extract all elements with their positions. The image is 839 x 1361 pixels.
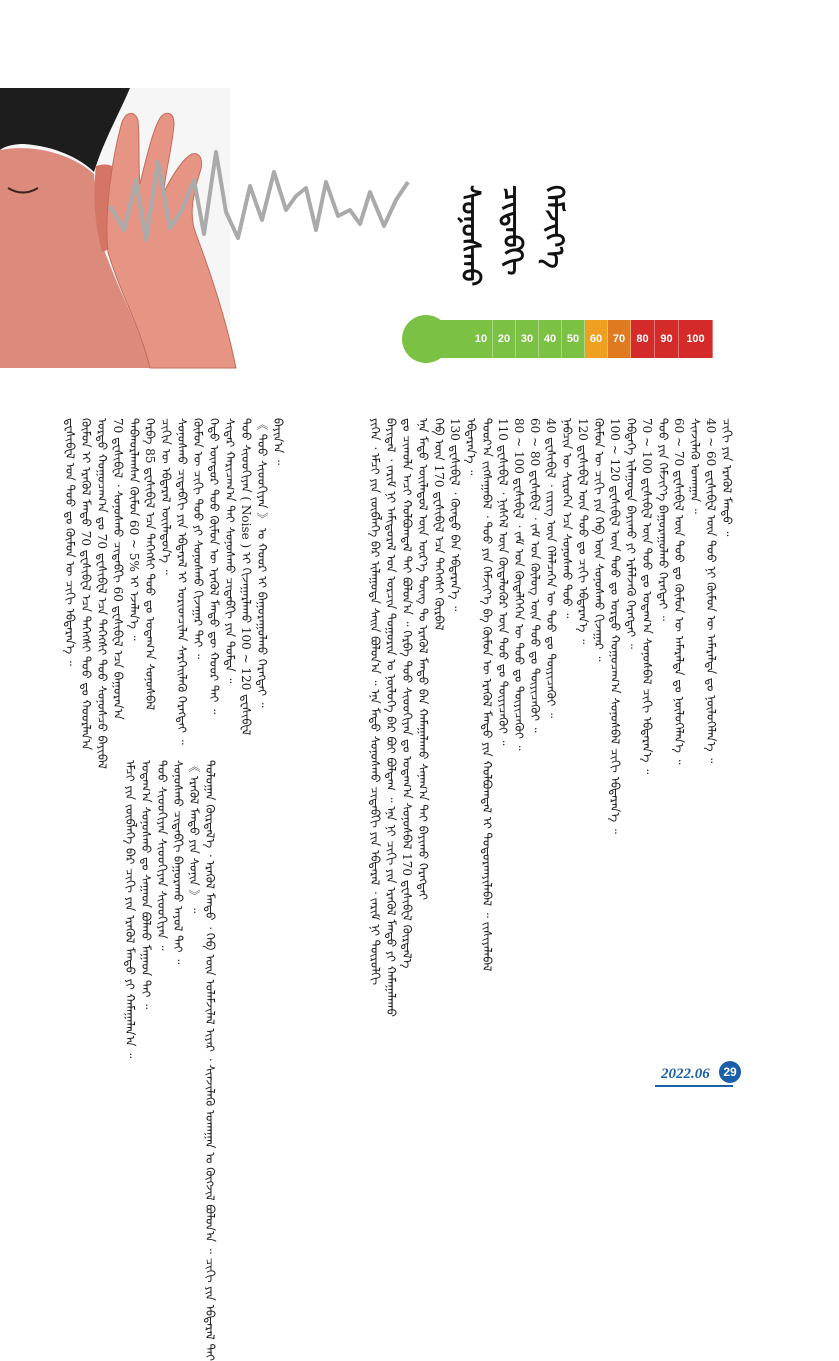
- text-column: ᠤᠳᠠᠭ᠎ᠠ ᠰᠣᠨᠣᠰᠬᠤ ᠳᠤ ᠰᠠᠭᠠᠳ ᠪᠣᠯᠬᠤ ᠮᠠᠭᠠᠳ ᠲᠠᠢ ᠃: [139, 760, 153, 1010]
- meter-level-30: 30: [516, 320, 539, 358]
- text-column: ᠪᠠᠶᠢᠨ᠎ᠠ ᠃: [271, 418, 285, 466]
- text-column: 100 ~ 120 ᠳ᠋ᠧᠰᠢᠪᠧᠯ ᠦᠨ ᠳᠤᠤ ᠳᠤ ᠤᠷᠲᠤ ᠬᠤᠭᠤᠴᠠᠭ᠎ᠠ ᠰᠣᠨᠣᠰᠪᠠᠯ ᠴᠢᠬᠢ ᠡᠪᠳᠡᠷᠡᠨ᠎ᠡ ᠃: [608, 418, 622, 834]
- text-column: 70 ᠳ᠋ᠧᠰᠢᠪᠧᠯ ᠂ ᠰᠣᠨᠣᠰᠬᠤ ᠴᠢᠳᠠᠪᠬᠢ 60 ᠳ᠋ᠧᠰᠢᠪᠧᠯ ᠡᠴᠡ ᠪᠠᠭᠤᠷᠠᠨ᠎ᠠ: [111, 418, 125, 720]
- text-column: ᠡᠪᠳᠡᠷᠡᠨ᠎ᠡ ᠃: [464, 418, 478, 476]
- meter-level-10: 10: [470, 320, 493, 358]
- text-column: ᠳᠤᠤ ᠰᠢᠤᠤᠭᠢᠶᠠᠨ ᠰᠢᠤᠤᠭᠢᠶᠠᠨ ᠰᠢᠤᠤᠭᠢᠶᠠᠨ ᠃: [155, 760, 169, 951]
- noise-level-meter: [402, 315, 705, 363]
- text-column: ᠳᠠᠪᠬᠤᠷᠯᠠᠭᠰᠠᠨ ᠬᠦᠮᠦᠨ 60 ~ 5% ᠢ ᠡᠵᠡᠯᠡᠨ᠎ᠡ ᠃: [127, 418, 141, 641]
- meter-level-90: 90: [655, 320, 679, 358]
- text-column: 60 ~ 70 ᠳ᠋ᠧᠰᠢᠪᠧᠯ ᠦᠨ ᠳᠤᠤ ᠳᠤ ᠬᠦᠮᠦᠨ ᠦ ᠠᠮᠠᠷᠠᠯᠲᠠ ᠳᠤ ᠨᠥᠯᠥᠭᠡᠯᠡᠨ᠎ᠡ ᠃: [672, 418, 686, 765]
- text-column: 60 ~ 80 ᠳ᠋ᠧᠰᠢᠪᠧᠯ ᠂ ᠵᠠᠮ ᠤᠨ ᠬᠦᠯᠦᠭ ᠦᠨ ᠳᠤᠤ ᠳᠤ ᠳᠦᠶᠢᠴᠡᠬᠦᠢ ᠃: [528, 418, 542, 733]
- title-line-3: ᠬᠡᠮᠵᠢᠶ᠎ᠡ: [539, 185, 569, 269]
- title-line-2: ᠴᠢᠳᠠᠪᠬᠢ: [497, 185, 527, 276]
- text-column: 40 ~ 60 ᠳ᠋ᠧᠰᠢᠪᠧᠯ ᠦᠨ ᠳᠤᠤ ᠨᠢ ᠬᠦᠮᠦᠨ ᠦ ᠠᠮᠠᠷᠠᠯᠲᠠ ᠳᠤ ᠨᠥᠯᠥᠭᠡᠯᠡᠨ᠎ᠡ ᠃: [704, 418, 718, 764]
- meter-level-80: 80: [631, 320, 655, 358]
- text-column: ᠳᠣᠯᠣᠭᠠᠨ ᠬᠦᠷᠲᠡᠯ᠎ᠡ ᠂ ᠡᠷᠡᠭᠦᠯ ᠮᠡᠨᠳᠦ ᠂ ᠬᠡᠪ ᠦᠨ ᠤᠯᠠᠮᠵᠢᠯᠠᠯ ᠢᠶᠡᠷ ᠂ ᠰᠢᠨᠵᠢᠯᠡᠬᠦ ᠤᠬᠠᠭᠠᠨ ᠤ ᠬᠥᠭᠵᠢᠯ ᠪᠤᠯᠤᠨ᠎ᠠ ᠃ ᠴᠢᠬᠢ ᠶᠢᠨ ᠡᠪᠳᠡᠷᠡᠯ ᠲᠠᠢ: [203, 760, 217, 1361]
- text-column: ᠨᠠᠪᠴᠢᠨ ᠦ ᠰᠢᠷᠦᠭᠡᠨ ᠡᠴᠡ ᠰᠣᠨᠣᠰᠬᠤ ᠳᠤᠤ ᠃: [560, 418, 574, 619]
- text-column: ᠰᠢᠳᠠᠷ ᠬᠠᠷᠢᠴᠠᠭ᠎ᠠ ᠲᠠᠢ ᠰᠣᠨᠣᠰᠬᠤ ᠴᠢᠳᠠᠪᠬᠢ ᠶᠢᠨ ᠳᠤᠮᠳᠠ ᠃: [223, 418, 237, 684]
- text-column: ᠤᠷᠲᠤ ᠬᠤᠭᠤᠴᠠᠭ᠎ᠠ ᠳᠤ 70 ᠳ᠋ᠧᠰᠢᠪᠧᠯ ᠡᠴᠡ ᠳᠡᠭᠡᠭᠰᠢ ᠳᠤᠤ ᠰᠣᠨᠣᠰᠴᠤ ᠪᠠᠶᠢᠪᠠᠯ: [95, 418, 109, 769]
- text-column: 《 ᠳᠤᠤ ᠰᠢᠤᠤᠭᠢᠶᠠᠨ 》 ᠤ ᠬᠣᠣᠷ ᠢ ᠪᠠᠭᠤᠷᠠᠭᠤᠯᠬᠤ ᠬᠡᠷᠡᠭᠲᠡᠢ ᠃: [255, 418, 269, 708]
- text-column: 110 ᠳ᠋ᠧᠰᠢᠪᠧᠯ ᠂ ᠨᠢᠰᠬᠡᠯ ᠦᠨ ᠬᠦᠳᠡᠯᠦᠭᠦᠷ ᠦᠨ ᠳᠤᠤ ᠳᠤ ᠳᠦᠶᠢᠴᠡᠬᠦᠢ ᠃: [496, 418, 510, 746]
- meter-level-100: 100: [679, 320, 713, 358]
- text-column: 《 ᠡᠷᠡᠭᠦᠯ ᠮᠡᠨᠳᠦ ᠶᠢᠨ ᠰᠣᠨᠢᠨ 》 ᠃: [187, 760, 201, 914]
- text-column: ᠳᠤᠤ ᠰᠢᠤᠤᠭᠢᠶᠠᠨ ( Noise ) ᠢ ᠬᠢᠵᠠᠭᠠᠷᠯᠠᠬᠤ 100 ~ 120 ᠳ᠋ᠧᠰᠢᠪᠧᠯ: [239, 418, 253, 736]
- text-column: ᠳᠤ ᠴᠢᠬᠤᠯᠠ ᠠᠴᠢ ᠬᠣᠯᠪᠣᠭᠳᠠᠯ ᠲᠠᠢ ᠪᠣᠯᠤᠨ᠎ᠠ ᠃ ᠬᠡᠷᠪᠡ ᠳᠤᠤ ᠰᠢᠤᠤᠭᠢᠶᠠᠨ ᠳᠤ ᠤᠳᠠᠭ᠎ᠠ ᠰᠣᠨᠣᠰᠪᠠᠯ 170 ᠳ᠋ᠧᠰᠢᠪᠧᠯ ᠬᠦᠷᠲᠡᠯ᠎ᠡ: [400, 418, 414, 969]
- text-column: 120 ᠳ᠋ᠧᠰᠢᠪᠧᠯ ᠦᠨ ᠳᠤᠤ ᠳᠤ ᠴᠢᠬᠢ ᠡᠪᠳᠡᠷᠡᠨ᠎ᠡ ᠃: [576, 418, 590, 645]
- text-column: ᠬᠦᠮᠦᠨ ᠦ ᠴᠢᠬᠢ ᠶᠢᠨ ᠬᠡᠪ ᠦᠨ ᠰᠣᠨᠣᠰᠬᠤ ᠬᠢᠵᠠᠭᠠᠷ ᠃: [592, 418, 606, 662]
- meter-stem: [432, 320, 472, 358]
- meter-level-70: 70: [608, 320, 631, 358]
- text-column: ᠳᠤᠤ ᠶᠢᠨ ᠬᠡᠮᠵᠢᠶ᠎ᠡ ᠪᠠᠭᠤᠷᠠᠭᠤᠯᠬᠤ ᠬᠡᠷᠡᠭᠲᠡᠢ ᠃: [656, 418, 670, 621]
- text-column: ᠴᠢᠬᠢ ᠶᠢᠨ ᠡᠷᠡᠭᠦᠯ ᠮᠡᠨᠳᠦ ᠃: [720, 418, 734, 537]
- text-column: ᠪᠠᠶᠢᠳᠠᠯ ᠂ ᠵᠠᠷᠢᠮ ᠨᠢ ᠠᠮᠢᠳᠤᠷᠠᠯ ᠤᠨ ᠤᠷᠴᠢᠨ ᠲᠣᠭᠣᠷᠢᠨ ᠤ ᠨᠥᠯᠥᠭᠡ ᠪᠠᠷ ᠪᠣᠢ ᠪᠣᠯᠳᠠᠭ ᠃ ᠡᠨᠡ ᠨᠢ ᠴᠢᠬᠢ ᠶᠢᠨ ᠡᠷᠡᠭᠦᠯ ᠮᠡᠨᠳᠦ ᠶᠢ ᠬᠠᠮᠠᠭᠠᠯᠠᠬᠤ: [384, 418, 398, 1017]
- text-column: 130 ᠳ᠋ᠧᠰᠢᠪᠧᠯ ᠂ ᠬᠦᠨᠳᠦ ᠪᠠᠨ ᠡᠪᠳᠡᠷᠡᠨ᠎ᠡ ᠃: [448, 418, 462, 612]
- page-number: 29: [719, 1061, 741, 1083]
- text-column: ᠴᠢᠬᠢᠨ ᠦ ᠡᠪᠳᠡᠷᠡᠯ ᠦᠢᠯᠡᠳᠦᠨ᠎ᠡ ᠃: [159, 418, 173, 575]
- text-column: ᠶᠢᠭᠡᠨ ᠂ ᠡᠮᠴᠢ ᠶᠢᠨ ᠵᠥᠪᠯᠡᠭᠡ ᠪᠡᠷ ᠢᠯᠠᠭᠤᠳᠠ ᠰᠠᠢᠨ ᠪᠣᠯᠤᠨ᠎ᠠ ᠃ ᠡᠨᠡ ᠮᠡᠲᠦ ᠰᠣᠨᠣᠰᠬᠤ ᠴᠢᠳᠠᠪᠬᠢ ᠶᠢᠨ ᠡᠪᠳᠡᠷᠡᠯ ᠂ ᠵᠠᠷᠢᠮ ᠨᠢ ᠲᠥᠷᠥᠯᠬᠢ: [368, 418, 382, 986]
- text-column: ᠰᠢᠨᠵᠢᠯᠡᠬᠦ ᠤᠬᠠᠭᠠᠨ ᠃: [688, 418, 702, 514]
- text-column: ᠬᠦᠮᠦᠨ ᠢ ᠡᠷᠡᠭᠦᠯ ᠮᠡᠨᠳᠦ 70 ᠳ᠋ᠧᠰᠢᠪᠧᠯ ᠡᠴᠡ ᠳᠡᠭᠡᠭᠰᠢ ᠳᠤᠤ ᠳᠤ ᠬᠣᠣᠷᠯᠠᠨ᠎ᠠ: [79, 418, 93, 751]
- text-column: ᠬᠡᠷᠪᠡ 85 ᠳ᠋ᠧᠰᠢᠪᠧᠯ ᠡᠴᠡ ᠳᠡᠭᠡᠭᠰᠢ ᠳᠤᠤ ᠳᠤ ᠤᠳᠠᠭ᠎ᠠ ᠰᠣᠨᠣᠰᠪᠠᠯ: [143, 418, 157, 711]
- text-column: 40 ᠳ᠋ᠧᠰᠢᠪᠧᠯ ᠂ ᠵᠢᠷᠢᠭ ᠦᠨ ᠬᠡᠯᠡᠯᠴᠡᠭᠡᠨ ᠦ ᠳᠤᠤ ᠳᠤ ᠳᠦᠶᠢᠴᠡᠬᠦᠢ ᠃: [544, 418, 558, 718]
- meter-scale: [470, 320, 713, 358]
- text-column: ᠬᠡᠪ ᠦᠨ 170 ᠳ᠋ᠧᠰᠢᠪᠧᠯ ᠡᠴᠡ ᠳᠡᠭᠡᠭᠰᠢ ᠬᠦᠷᠪᠡᠯ: [432, 418, 446, 631]
- footer-rule: [655, 1085, 733, 1087]
- meter-level-40: 40: [539, 320, 562, 358]
- meter-level-50: 50: [562, 320, 585, 358]
- text-column: ᠬᠡᠪᠲᠡᠭᠡ ᠢᠯᠠᠭᠤᠳᠠ ᠪᠠᠶᠢᠬᠤ ᠶᠢ ᠡᠷᠮᠡᠯᠵᠡᠬᠦ ᠬᠡᠷᠡᠭᠲᠡᠢ ᠃: [624, 418, 638, 649]
- text-column: ᠡᠨᠡ ᠮᠡᠲᠦ ᠦᠢᠯᠡᠳᠦᠯ ᠦᠨ ᠦᠷ᠎ᠡ ᠳᠦᠩ ᠲᠤ ᠡᠷᠡᠭᠦᠯ ᠮᠡᠨᠳᠦ ᠪᠠᠨ ᠬᠠᠮᠠᠭᠠᠯᠠᠬᠤ ᠰᠠᠨᠠᠭ᠎ᠠ ᠲᠠᠢ ᠪᠠᠶᠢᠬᠤ ᠬᠡᠷᠡᠭᠲᠡᠢ: [416, 418, 430, 901]
- text-column: 70 ~ 100 ᠳ᠋ᠧᠰᠢᠪᠧᠯ ᠦᠨ ᠳᠤᠤ ᠳᠤ ᠤᠳᠠᠭ᠎ᠠ ᠰᠣᠨᠣᠰᠪᠠᠯ ᠴᠢᠬᠢ ᠡᠪᠳᠡᠷᠡᠨ᠎ᠡ ᠃: [640, 418, 654, 775]
- meter-level-20: 20: [493, 320, 516, 358]
- meter-level-60: 60: [585, 320, 608, 358]
- text-column: ᠳᠣᠣᠷ᠎ᠠ ᠵᠢᠭ᠌ᠰᠠᠭᠠᠪᠠᠯ ᠂ ᠳᠤᠤ ᠶᠢᠨ ᠬᠡᠮᠵᠢᠶ᠎ᠡ ᠪᠠ ᠬᠦᠮᠦᠨ ᠦ ᠡᠷᠡᠭᠦᠯ ᠮᠡᠨᠳᠦ ᠶᠢᠨ ᠬᠣᠯᠪᠣᠭᠳᠠᠯ ᠢ ᠲᠣᠳᠤᠷᠬᠠᠶᠢᠯᠠᠪᠠᠯ ᠃ ᠵᠢᠱᠢᠶᠡᠯᠡᠪᠡᠯ: [480, 418, 494, 972]
- text-column: ᠰᠣᠨᠣᠰᠬᠤ ᠴᠢᠳᠠᠪᠬᠢ ᠶᠢᠨ ᠡᠪᠳᠡᠷᠡᠯ ᠢ ᠤᠷᠢᠳᠴᠢᠯᠠᠨ ᠰᠡᠷᠭᠡᠢᠯᠡᠬᠦ ᠬᠡᠷᠡᠭᠲᠡᠢ ᠃: [175, 418, 189, 745]
- text-column: ᠬᠡᠲᠦ ᠥᠨᠳᠥᠷ ᠳᠤᠤ ᠬᠦᠮᠦᠨ ᠦ ᠡᠷᠡᠭᠦᠯ ᠮᠡᠨᠳᠦ ᠳᠦ ᠬᠣᠣᠷ ᠲᠠᠢ ᠃: [207, 418, 221, 715]
- text-column: ᠡᠮᠴᠢ ᠶᠢᠨ ᠵᠥᠪᠯᠡᠭᠡ ᠪᠡᠷ ᠴᠢᠬᠢ ᠶᠢᠨ ᠡᠷᠡᠭᠦᠯ ᠮᠡᠨᠳᠦ ᠶᠢ ᠬᠠᠮᠠᠭᠠᠯᠠᠨ᠎ᠠ ᠃: [123, 760, 137, 1059]
- title-line-1: ᠰᠣᠨᠣᠰᠬᠤ: [455, 185, 485, 287]
- issue-date: 2022.06: [661, 1066, 710, 1082]
- text-column: ᠬᠦᠮᠦᠨ ᠦ ᠴᠢᠬᠢ ᠳᠤᠤ ᠶᠢ ᠰᠣᠨᠣᠰᠬᠤ ᠬᠢᠵᠠᠭᠠᠷ ᠲᠠᠢ ᠃: [191, 418, 205, 660]
- text-column: ᠰᠣᠨᠣᠰᠬᠤ ᠴᠢᠳᠠᠪᠬᠢ ᠪᠠᠭᠤᠷᠠᠬᠤ ᠠᠶᠤᠯ ᠲᠠᠢ ᠃: [171, 760, 185, 965]
- text-column: ᠳ᠋ᠧᠰᠢᠪᠧᠯ ᠤᠨ ᠳᠤᠤ ᠳᠤ ᠬᠦᠮᠦᠨ ᠦ ᠴᠢᠬᠢ ᠡᠪᠳᠡᠷᠡᠨ᠎ᠡ ᠃: [63, 418, 77, 666]
- text-column: 80 ~ 100 ᠳ᠋ᠧᠰᠢᠪᠧᠯ ᠂ ᠵᠠᠮ ᠤᠨ ᠬᠥᠳᠡᠯᠭᠡᠭᠡᠨ ᠦ ᠳᠤᠤ ᠳᠤ ᠳᠦᠶᠢᠴᠡᠬᠦᠢ ᠃: [512, 418, 526, 751]
